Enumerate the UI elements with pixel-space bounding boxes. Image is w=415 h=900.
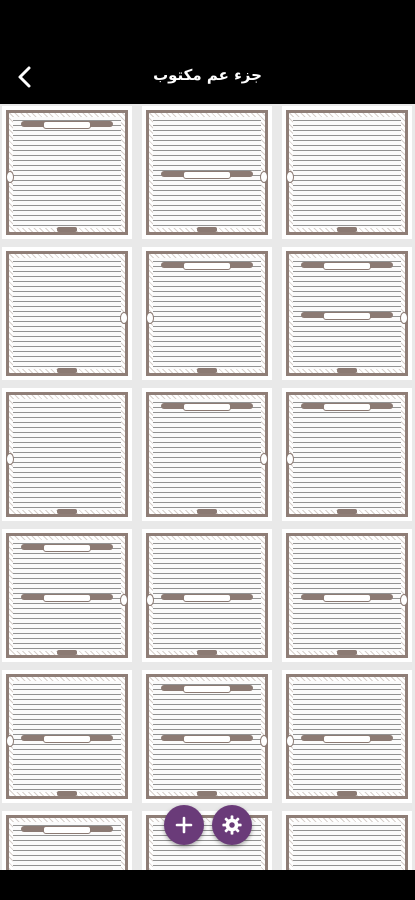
- page-ornament-frame: [6, 251, 128, 376]
- page-text-lines: [293, 117, 401, 228]
- mushaf-page-thumbnail[interactable]: [282, 388, 412, 521]
- page-text-lines: [153, 540, 261, 651]
- page-text-lines: [293, 681, 401, 792]
- page-ornament-frame: [6, 533, 128, 658]
- margin-ornament: [286, 453, 294, 465]
- surah-title-medallion: [183, 735, 231, 743]
- page-number-ornament: [337, 650, 357, 655]
- surah-title-medallion: [183, 685, 231, 693]
- page-ornament-frame: [146, 674, 268, 799]
- page-number-ornament: [197, 368, 217, 373]
- mushaf-page-thumbnail[interactable]: [2, 529, 132, 662]
- mushaf-page-thumbnail[interactable]: [142, 529, 272, 662]
- surah-title-medallion: [183, 262, 231, 270]
- page-ornament-frame: [146, 110, 268, 235]
- surah-title-medallion: [43, 735, 91, 743]
- surah-title-medallion: [43, 121, 91, 129]
- page-ornament-frame: [286, 251, 408, 376]
- bottom-bar: [0, 870, 415, 900]
- page-number-ornament: [197, 227, 217, 232]
- page-ornament-frame: [6, 674, 128, 799]
- page-text-lines: [153, 117, 261, 228]
- page-number-ornament: [337, 227, 357, 232]
- page-ornament-frame: [146, 533, 268, 658]
- page-ornament-frame: [6, 815, 128, 870]
- page-text-lines: [153, 399, 261, 510]
- surah-title-medallion: [323, 735, 371, 743]
- mushaf-page-thumbnail[interactable]: [282, 247, 412, 380]
- margin-ornament: [286, 171, 294, 183]
- page-text-lines: [293, 258, 401, 369]
- mushaf-page-thumbnail[interactable]: [282, 670, 412, 803]
- margin-ornament: [146, 312, 154, 324]
- surah-title-medallion: [323, 594, 371, 602]
- page-text-lines: [13, 540, 121, 651]
- mushaf-page-thumbnail[interactable]: [282, 529, 412, 662]
- mushaf-page-thumbnail[interactable]: [142, 811, 272, 870]
- page-title: جزء عم مكتوب: [153, 66, 262, 84]
- mushaf-page-thumbnail[interactable]: [282, 811, 412, 870]
- mushaf-page-thumbnail[interactable]: [2, 247, 132, 380]
- surah-title-medallion: [323, 262, 371, 270]
- page-number-ornament: [197, 791, 217, 796]
- page-number-ornament: [337, 509, 357, 514]
- mushaf-page-thumbnail[interactable]: [2, 670, 132, 803]
- surah-title-medallion: [183, 171, 231, 179]
- add-button[interactable]: [164, 805, 204, 845]
- margin-ornament: [400, 312, 408, 324]
- mushaf-page-thumbnail[interactable]: [2, 811, 132, 870]
- margin-ornament: [6, 171, 14, 183]
- surah-title-medallion: [43, 594, 91, 602]
- page-text-lines: [293, 399, 401, 510]
- page-number-ornament: [57, 791, 77, 796]
- page-number-ornament: [337, 791, 357, 796]
- margin-ornament: [400, 594, 408, 606]
- surah-title-medallion: [43, 826, 91, 834]
- page-ornament-frame: [286, 533, 408, 658]
- page-number-ornament: [57, 650, 77, 655]
- page-text-lines: [13, 117, 121, 228]
- page-ornament-frame: [286, 815, 408, 870]
- page-text-lines: [13, 258, 121, 369]
- margin-ornament: [286, 735, 294, 747]
- mushaf-page-thumbnail[interactable]: [2, 388, 132, 521]
- page-number-ornament: [197, 650, 217, 655]
- margin-ornament: [260, 735, 268, 747]
- pages-grid[interactable]: [0, 104, 415, 870]
- page-ornament-frame: [6, 110, 128, 235]
- page-text-lines: [13, 681, 121, 792]
- margin-ornament: [260, 453, 268, 465]
- plus-icon: [174, 815, 194, 835]
- mushaf-page-thumbnail[interactable]: [142, 388, 272, 521]
- page-number-ornament: [337, 368, 357, 373]
- page-ornament-frame: [146, 251, 268, 376]
- page-text-lines: [293, 822, 401, 870]
- margin-ornament: [260, 171, 268, 183]
- mushaf-page-thumbnail[interactable]: [142, 670, 272, 803]
- page-number-ornament: [57, 368, 77, 373]
- page-ornament-frame: [6, 392, 128, 517]
- page-ornament-frame: [286, 674, 408, 799]
- mushaf-page-thumbnail[interactable]: [142, 106, 272, 239]
- margin-ornament: [146, 594, 154, 606]
- mushaf-page-thumbnail[interactable]: [2, 106, 132, 239]
- gear-icon: [221, 814, 243, 836]
- margin-ornament: [6, 735, 14, 747]
- margin-ornament: [6, 453, 14, 465]
- page-ornament-frame: [146, 392, 268, 517]
- mushaf-page-thumbnail[interactable]: [142, 247, 272, 380]
- mushaf-page-thumbnail[interactable]: [282, 106, 412, 239]
- page-text-lines: [13, 822, 121, 870]
- page-number-ornament: [57, 227, 77, 232]
- top-bar: [0, 0, 415, 104]
- surah-title-medallion: [183, 594, 231, 602]
- surah-title-medallion: [323, 403, 371, 411]
- page-number-ornament: [197, 509, 217, 514]
- page-number-ornament: [57, 509, 77, 514]
- page-text-lines: [153, 258, 261, 369]
- page-text-lines: [13, 399, 121, 510]
- surah-title-medallion: [183, 403, 231, 411]
- page-ornament-frame: [286, 392, 408, 517]
- margin-ornament: [120, 312, 128, 324]
- page-text-lines: [153, 681, 261, 792]
- page-text-lines: [293, 540, 401, 651]
- surah-title-medallion: [43, 544, 91, 552]
- page-ornament-frame: [286, 110, 408, 235]
- margin-ornament: [120, 594, 128, 606]
- settings-button[interactable]: [212, 805, 252, 845]
- surah-title-medallion: [323, 312, 371, 320]
